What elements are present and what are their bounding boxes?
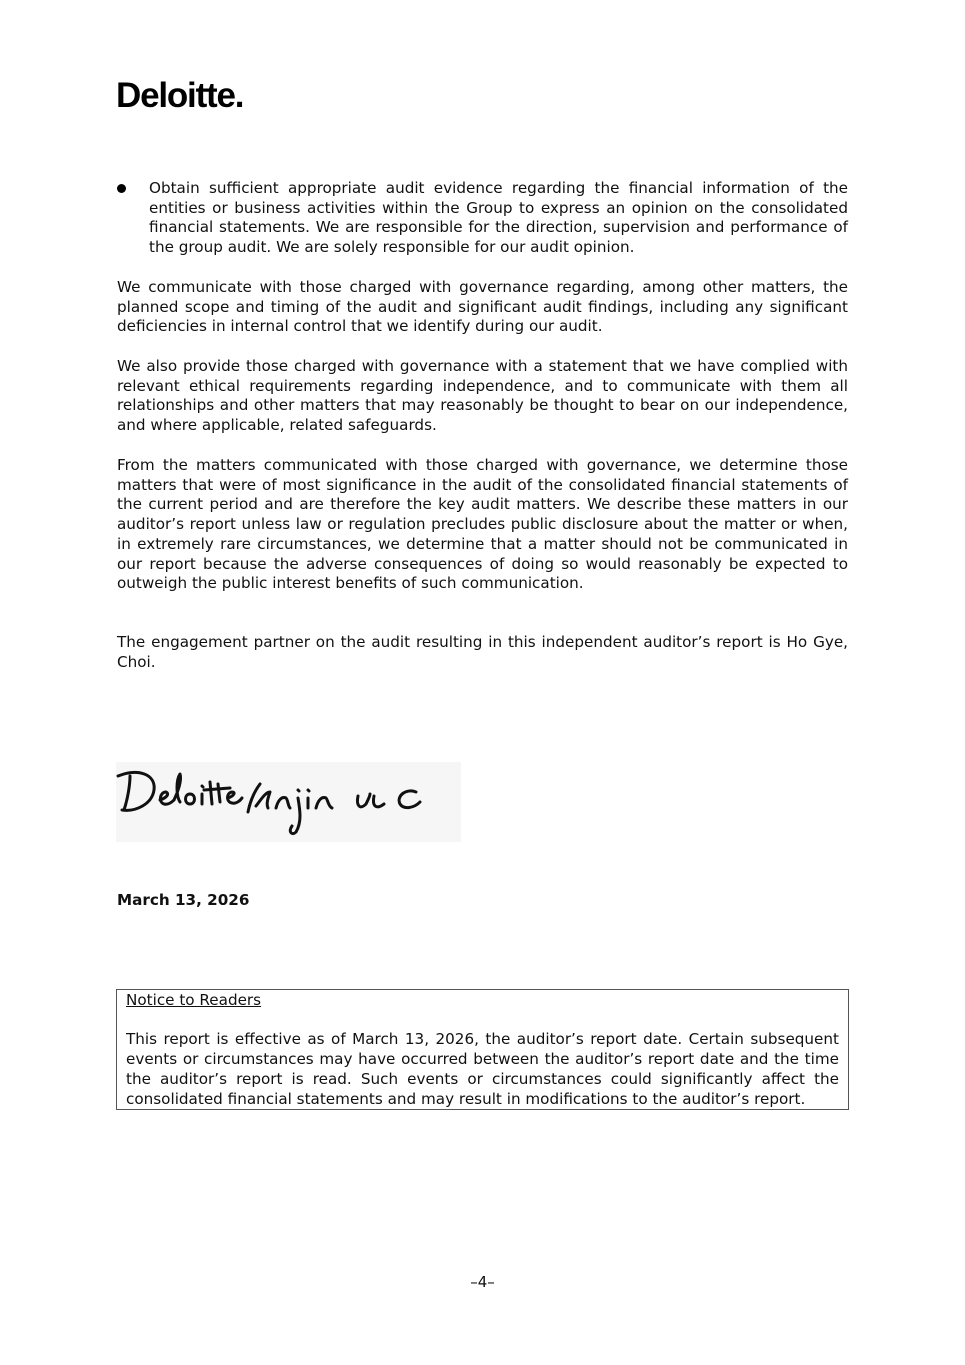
paragraph-communication: We communicate with those charged with governance regarding, among other matters, the planned scope and timing of the audit and significant audit findings, including any significant deficiencies in internal control that we identify during our audit. <box>117 278 848 336</box>
notice-to-readers-box <box>116 989 849 1110</box>
paragraph-independence: We also provide those charged with governance with a statement that we have complied with relevant ethical requirements regarding independence, and to communicate with them all relationships and other matters that may reasonably be thought to bear on our independence, and where applicable, related safeguards. <box>117 357 848 435</box>
bullet-list <box>117 179 848 258</box>
notice-title: Notice to Readers <box>126 991 262 1009</box>
page-number: –4– <box>470 1273 495 1291</box>
bullet-text: Obtain sufficient appropriate audit evidence regarding the financial information of the entities or business activities within the Group to express an opinion on the consolidated financial statements. We are responsible for the direction, supervision and performance of the group audit. We are solely responsible for our audit opinion. <box>149 179 848 257</box>
paragraph-engagement-partner: The engagement partner on the audit resulting in this independent auditor’s report is Ho Gye, Choi. <box>117 633 848 671</box>
deloitte-logo: Deloitte. <box>116 76 244 115</box>
report-date: March 13, 2026 <box>117 891 250 909</box>
bullet-item <box>117 179 848 258</box>
notice-body: This report is effective as of March 13, 2026, the auditor’s report date. Certain subsequent events or circumstances may have occurred between the auditor’s report date and the time the auditor’s report is read. Such events or circumstances could significantly affect the consolidated financial statements and may result in modifications to the auditor’s report. <box>126 1030 839 1108</box>
handwritten-signature <box>116 762 461 842</box>
bullet-dot-icon <box>117 184 126 193</box>
paragraph-key-audit-matters: From the matters communicated with those charged with governance, we determine those matters that were of most significance in the audit of the consolidated financial statements of the current period and are therefore the key audit matters. We describe these matters in our auditor’s report unless law or regulation precludes public disclosure about the matter or when, in extremely rare circumstances, we determine that a matter should not be communicated in our report because the adverse consequences of doing so would reasonably be expected to outweigh the public interest benefits of such communication. <box>117 456 848 593</box>
